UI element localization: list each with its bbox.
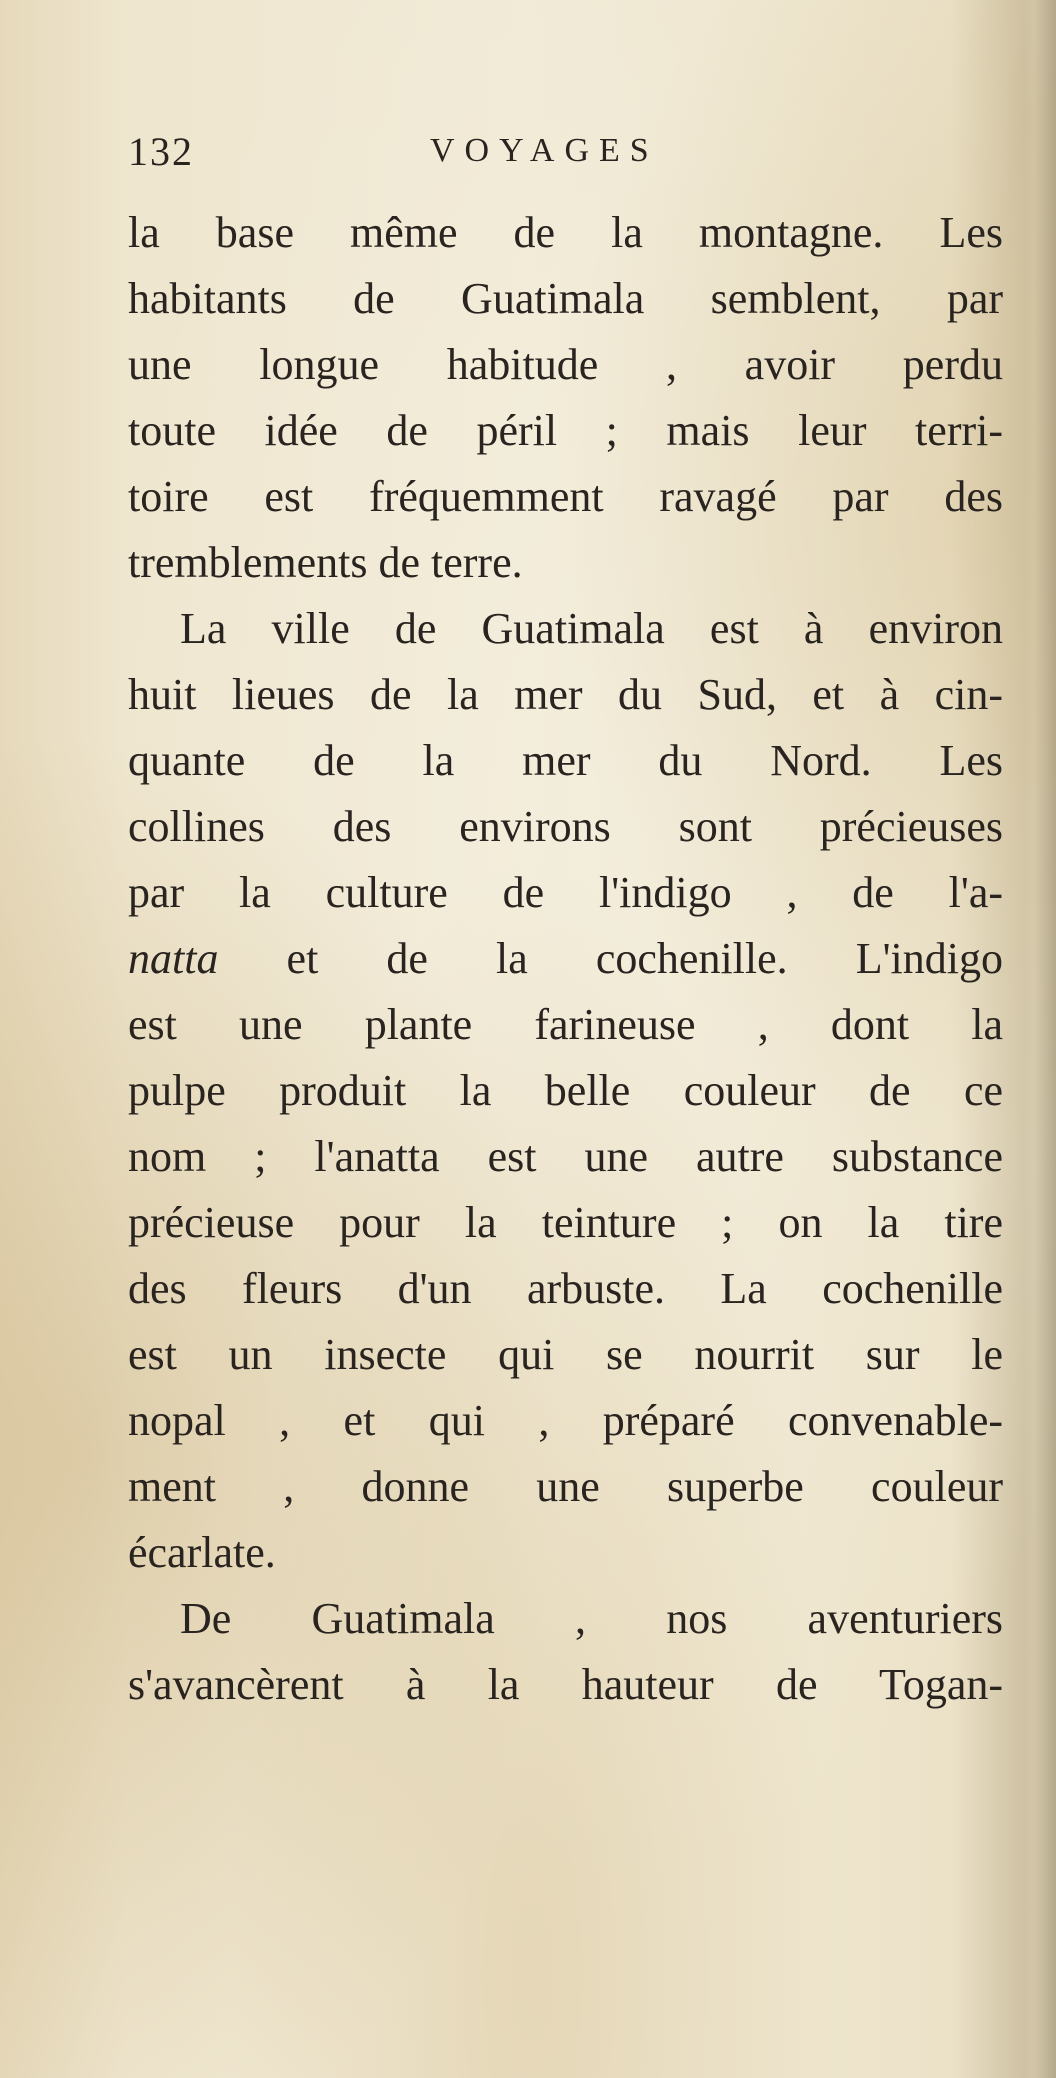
running-head: VOYAGES: [430, 132, 659, 169]
text-line: toire est fréquemment ravagé par des: [128, 472, 1003, 521]
text-line: la base même de la montagne. Les: [128, 208, 1003, 257]
text-line: des fleurs d'un arbuste. La cochenille: [128, 1264, 1003, 1313]
text-line: toute idée de péril ; mais leur terri-: [128, 406, 1003, 455]
text-line: quante de la mer du Nord. Les: [128, 736, 1003, 785]
text-line: collines des environs sont précieuses: [128, 802, 1003, 851]
text-line: est un insecte qui se nourrit sur le: [128, 1330, 1003, 1379]
text-line: tremblements de terre.: [128, 538, 523, 587]
text-line: [128, 926, 1003, 992]
text-line: s'avancèrent à la hauteur de Togan-: [128, 1660, 1003, 1709]
page-header: [128, 128, 748, 188]
text-line-rest: et de la cochenille. L'indigo: [218, 934, 1003, 983]
text-line: une longue habitude , avoir perdu: [128, 340, 1003, 389]
text-line: écarlate.: [128, 1528, 276, 1577]
text-line: nopal , et qui , préparé convenable-: [128, 1396, 1003, 1445]
text-line: nom ; l'anatta est une autre substance: [128, 1132, 1003, 1181]
page-number: 132: [128, 129, 194, 174]
italic-word: natta: [128, 934, 219, 983]
text-line: précieuse pour la teinture ; on la tire: [128, 1198, 1003, 1247]
text-line: ment , donne une superbe couleur: [128, 1462, 1003, 1511]
paragraph-start-line: De Guatimala , nos aventuriers: [180, 1594, 1003, 1643]
text-line: est une plante farineuse , dont la: [128, 1000, 1003, 1049]
text-line: pulpe produit la belle couleur de ce: [128, 1066, 1003, 1115]
paragraph-start-line: La ville de Guatimala est à environ: [180, 604, 1003, 653]
text-line: par la culture de l'indigo , de l'a-: [128, 868, 1003, 917]
text-line: huit lieues de la mer du Sud, et à cin-: [128, 670, 1003, 719]
text-line: habitants de Guatimala semblent, par: [128, 274, 1003, 323]
page-edge-shadow: [1034, 0, 1056, 2078]
body-text: [128, 200, 1003, 1718]
